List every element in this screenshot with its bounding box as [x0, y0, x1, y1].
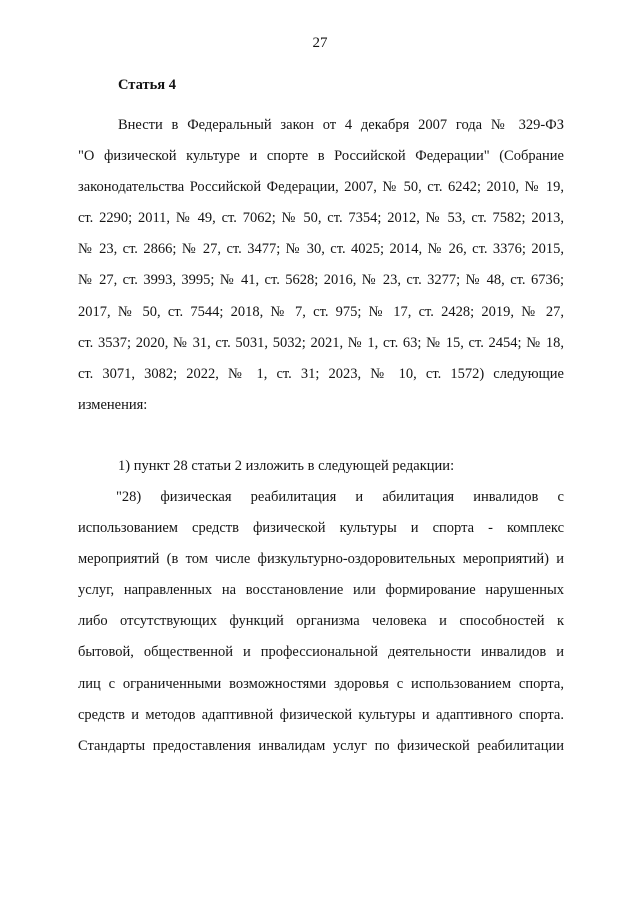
text-line: ст. 2290; 2011, № 49, ст. 7062; № 50, ст. 7354; 2012, № 53, ст. 7582; 2013, [78, 210, 564, 227]
text-line: ст. 3071, 3082; 2022, № 1, ст. 31; 2023, № 10, ст. 1572) следующие [78, 365, 564, 382]
text-line: 1) пункт 28 статьи 2 изложить в следующей редакции: [118, 458, 455, 474]
text-line: Внести в Федеральный закон от 4 декабря 2007 года № 329-ФЗ [118, 117, 564, 133]
text-line: № 23, ст. 2866; № 27, ст. 3477; № 30, ст. 4025; 2014, № 26, ст. 3376; 2015, [78, 241, 564, 258]
paragraph-point-1 [78, 456, 564, 487]
text-line: услуг, направленных на восстановление или формирование нарушенных [78, 582, 564, 599]
paragraph-amendment-intro [78, 115, 564, 419]
text-line: изменения: [78, 396, 148, 413]
text-line: "28) физическая реабилитация и абилитация инвалидов с [116, 489, 564, 505]
page-number: 27 [312, 35, 328, 51]
text-line: либо отсутствующих функций организма человека и способностей к [78, 613, 564, 630]
text-line: средств и методов адаптивной физической культуры и адаптивного спорта. [78, 706, 564, 723]
text-line: № 27, ст. 3993, 3995; № 41, ст. 5628; 2016, № 23, ст. 3277; № 48, ст. 6736; [78, 272, 564, 289]
text-line: использованием средств физической культуры и спорта - комплекс [78, 520, 564, 537]
text-line: 2017, № 50, ст. 7544; 2018, № 7, ст. 975; № 17, ст. 2428; 2019, № 27, [78, 303, 564, 320]
text-line: ст. 3537; 2020, № 31, ст. 5031, 5032; 2021, № 1, ст. 63; № 15, ст. 2454; № 18, [78, 334, 564, 351]
text-line: бытовой, общественной и профессиональной деятельности инвалидов и [78, 644, 564, 661]
text-line: мероприятий (в том числе физкультурно-оздоровительных мероприятий) и [78, 551, 564, 568]
text-line: "О физической культуре и спорте в Российской Федерации" (Собрание [78, 148, 564, 165]
text-line: законодательства Российской Федерации, 2007, № 50, ст. 6242; 2010, № 19, [78, 179, 564, 196]
paragraph-point-28-definition [78, 487, 564, 767]
article-heading: Статья 4 [118, 77, 176, 93]
text-line: Стандарты предоставления инвалидам услуг по физической реабилитации [78, 737, 564, 754]
text-line: лиц с ограниченными возможностями здоровья с использованием спорта, [78, 675, 564, 692]
